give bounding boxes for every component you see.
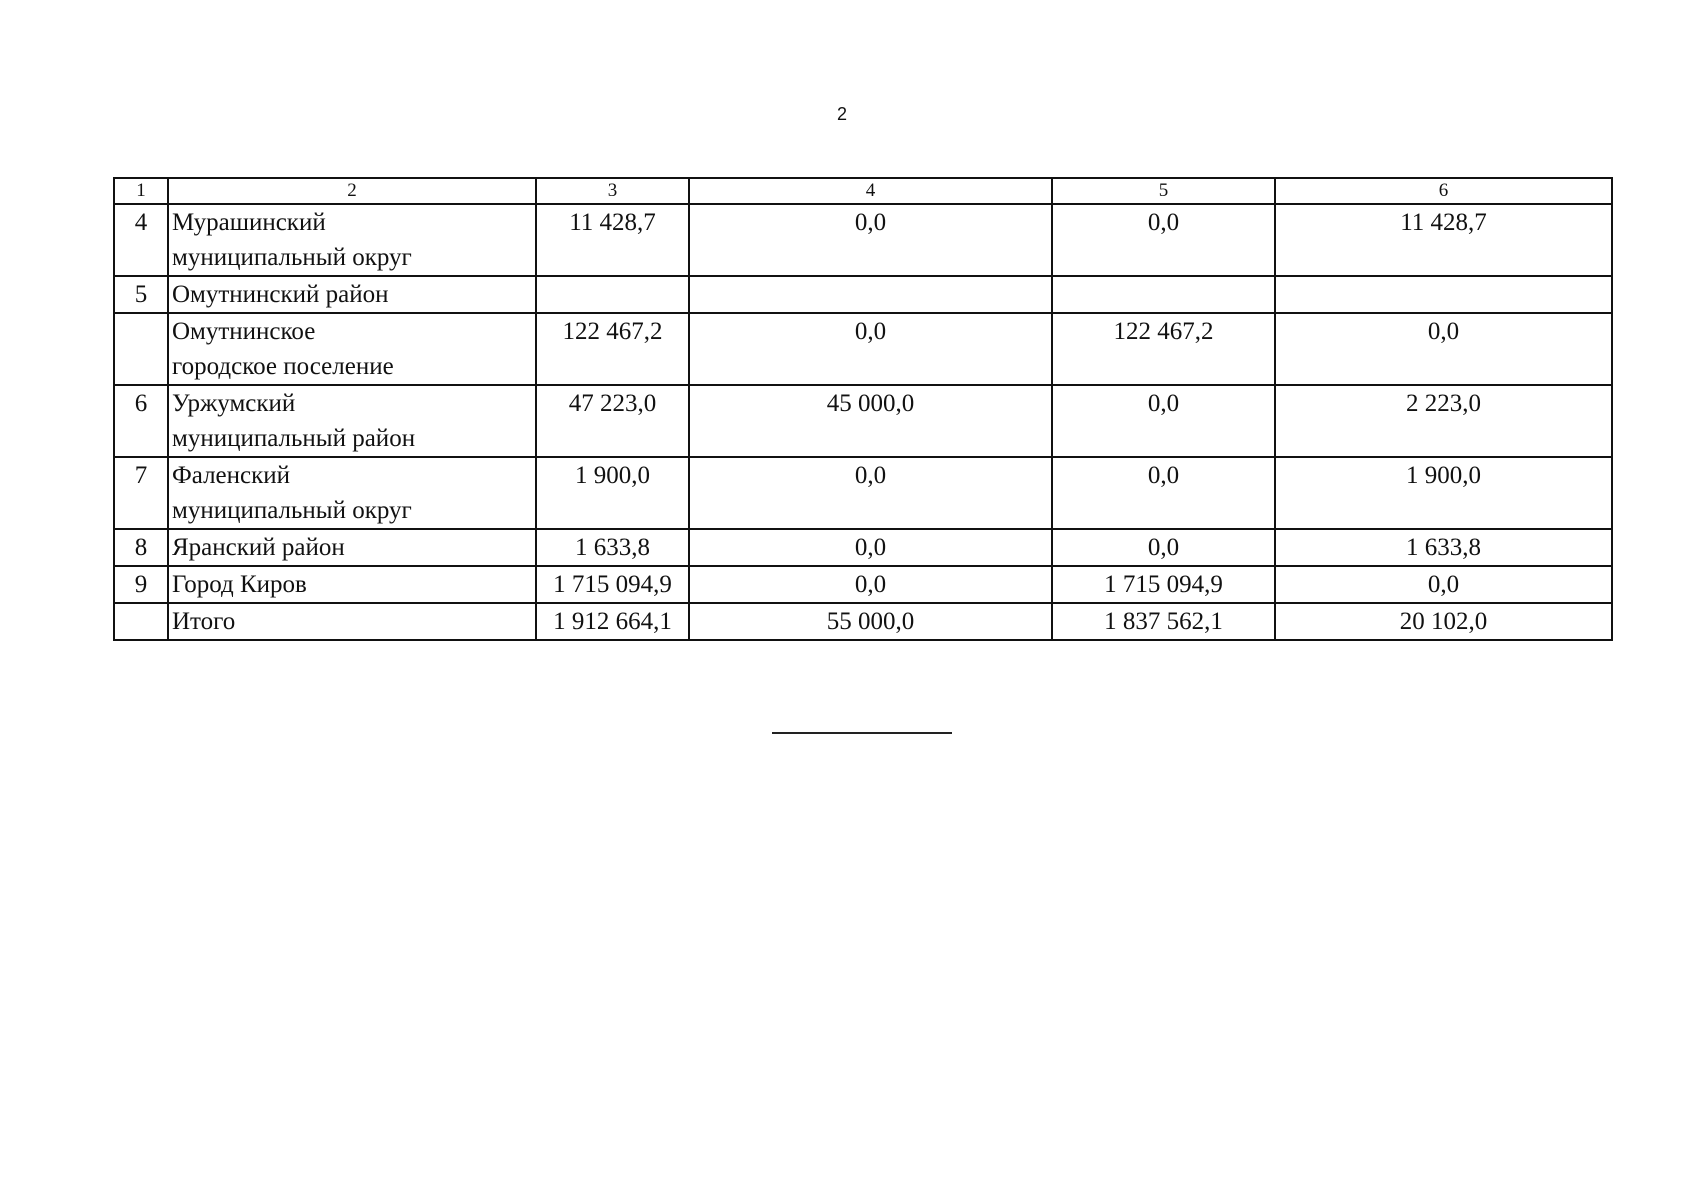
table-row bbox=[114, 313, 1612, 385]
value-col-3: 1 715 094,9 bbox=[536, 566, 689, 603]
table-row bbox=[114, 204, 1612, 276]
value-col-5: 0,0 bbox=[1052, 204, 1275, 276]
total-row bbox=[114, 603, 1612, 640]
row-name-line: Уржумский bbox=[172, 390, 296, 417]
value-col-4: 0,0 bbox=[689, 566, 1052, 603]
row-number: 8 bbox=[114, 529, 168, 566]
value-col-4: 55 000,0 bbox=[689, 603, 1052, 640]
value-col-6: 20 102,0 bbox=[1275, 603, 1612, 640]
header-cell: 5 bbox=[1052, 178, 1275, 204]
row-number: 9 bbox=[114, 566, 168, 603]
row-number: 7 bbox=[114, 457, 168, 529]
row-name bbox=[168, 313, 536, 385]
value-col-6: 1 633,8 bbox=[1275, 529, 1612, 566]
table-row bbox=[114, 276, 1612, 313]
row-name bbox=[168, 566, 536, 603]
value-col-4 bbox=[689, 276, 1052, 313]
row-name bbox=[168, 385, 536, 457]
value-col-5: 122 467,2 bbox=[1052, 313, 1275, 385]
value-col-4: 0,0 bbox=[689, 457, 1052, 529]
header-row bbox=[114, 178, 1612, 204]
value-col-3: 11 428,7 bbox=[536, 204, 689, 276]
row-name bbox=[168, 603, 536, 640]
row-name-line: Мурашинский bbox=[172, 209, 326, 236]
value-col-6: 11 428,7 bbox=[1275, 204, 1612, 276]
row-number: 6 bbox=[114, 385, 168, 457]
row-name-line: Омутнинское bbox=[172, 318, 316, 345]
row-name-line: Фаленский bbox=[172, 462, 291, 489]
value-col-5: 1 837 562,1 bbox=[1052, 603, 1275, 640]
row-number bbox=[114, 313, 168, 385]
value-col-6 bbox=[1275, 276, 1612, 313]
value-col-3: 47 223,0 bbox=[536, 385, 689, 457]
header-cell: 6 bbox=[1275, 178, 1612, 204]
value-col-4: 0,0 bbox=[689, 313, 1052, 385]
value-col-3: 1 912 664,1 bbox=[536, 603, 689, 640]
value-col-3: 1 633,8 bbox=[536, 529, 689, 566]
table-row bbox=[114, 566, 1612, 603]
row-name-line: муниципальный район bbox=[172, 425, 416, 452]
table-row bbox=[114, 457, 1612, 529]
header-cell: 4 bbox=[689, 178, 1052, 204]
data-table bbox=[113, 177, 1613, 641]
row-name-line: Итого bbox=[172, 608, 236, 635]
table-row bbox=[114, 385, 1612, 457]
row-name-line: городское поселение bbox=[172, 353, 394, 380]
value-col-3: 122 467,2 bbox=[536, 313, 689, 385]
value-col-5: 0,0 bbox=[1052, 385, 1275, 457]
value-col-6: 0,0 bbox=[1275, 566, 1612, 603]
row-name bbox=[168, 529, 536, 566]
row-number: 4 bbox=[114, 204, 168, 276]
header-cell: 1 bbox=[114, 178, 168, 204]
separator-line bbox=[772, 732, 952, 734]
row-number bbox=[114, 603, 168, 640]
value-col-5 bbox=[1052, 276, 1275, 313]
table-row bbox=[114, 529, 1612, 566]
value-col-4: 45 000,0 bbox=[689, 385, 1052, 457]
row-name-line: Омутнинский район bbox=[172, 281, 389, 308]
row-number: 5 bbox=[114, 276, 168, 313]
value-col-5: 0,0 bbox=[1052, 457, 1275, 529]
value-col-6: 2 223,0 bbox=[1275, 385, 1612, 457]
value-col-3: 1 900,0 bbox=[536, 457, 689, 529]
row-name bbox=[168, 204, 536, 276]
row-name-line: муниципальный округ bbox=[172, 244, 412, 271]
row-name-line: муниципальный округ bbox=[172, 497, 412, 524]
value-col-6: 0,0 bbox=[1275, 313, 1612, 385]
row-name bbox=[168, 457, 536, 529]
page-number: 2 bbox=[836, 104, 847, 124]
header-cell: 2 bbox=[168, 178, 536, 204]
value-col-5: 0,0 bbox=[1052, 529, 1275, 566]
value-col-4: 0,0 bbox=[689, 529, 1052, 566]
value-col-6: 1 900,0 bbox=[1275, 457, 1612, 529]
header-cell: 3 bbox=[536, 178, 689, 204]
value-col-3 bbox=[536, 276, 689, 313]
row-name-line: Яранский район bbox=[172, 534, 345, 561]
value-col-5: 1 715 094,9 bbox=[1052, 566, 1275, 603]
row-name-line: Город Киров bbox=[172, 571, 307, 598]
row-name bbox=[168, 276, 536, 313]
value-col-4: 0,0 bbox=[689, 204, 1052, 276]
